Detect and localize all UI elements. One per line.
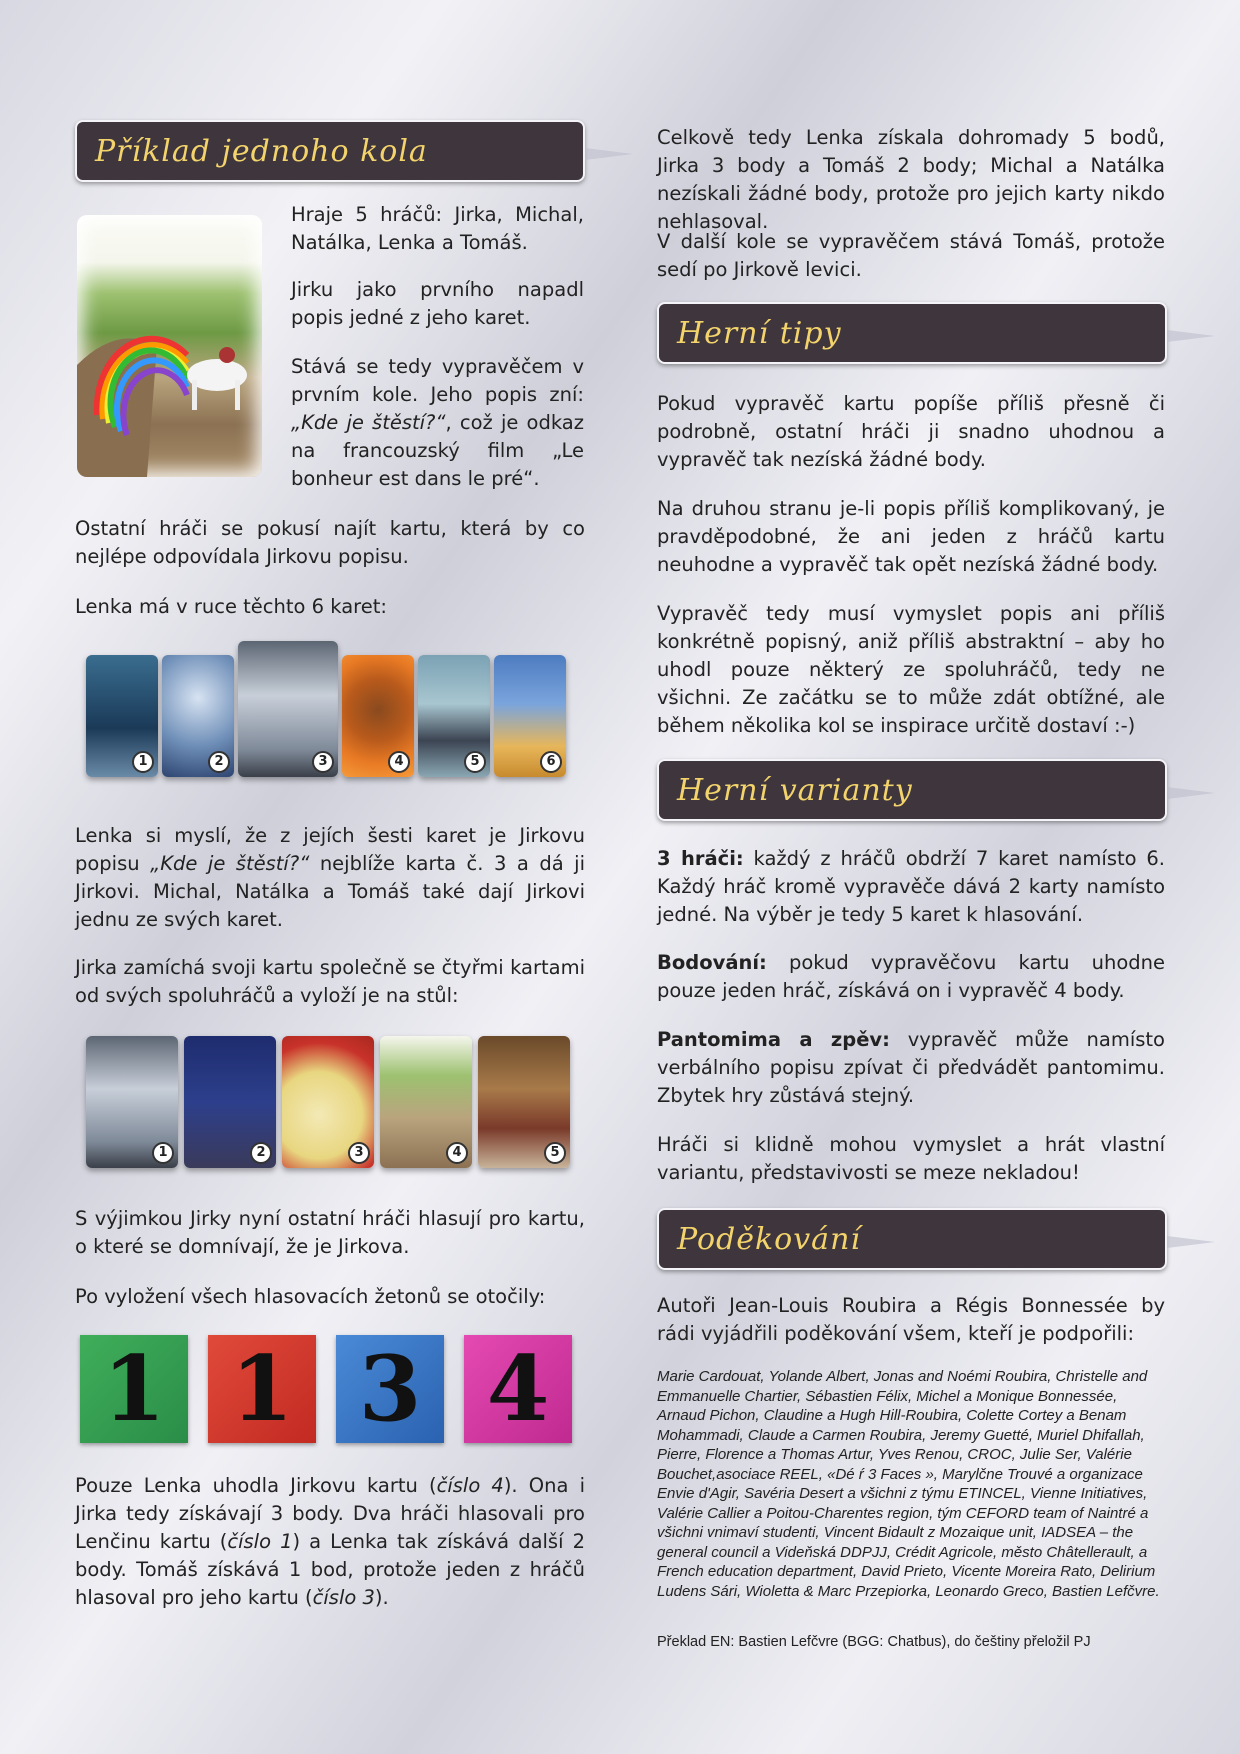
credits-list: Marie Cardouat, Yolande Albert, Jonas and Noémi Roubira, Christelle and Emmanuelle Chartier, Sébastien Félix, Michel a Monique Bonnessée, Arnaud Pichon, Claudine a Hugh Hill-Roubira, Colette Cortey a Benam Mohammadi, Claude a Carmen Roubira, Jeremy Guetté, Muriel Dhifallah, Pierre, Florence a Thomas Artur, Yves Renou, CROC, Julie Ser, Valérie Bouchet,asociace REEL, «Dé ŕ 3 Faces », Marylčne Trouvé a organizace Envie d'Agir, Savéria Desert a všichni z týmu ETINCEL, Vienne Initiatives, Valérie Callier a Poitou-Charentes region, tým CEFORD team of Naintré a všichni vnimaví studenti, Vincent Bidault z Mozaique unit, IADSEA – the general council a Videňská DDPJJ, Crédit Agricole, město Châtellerault, a French education department, David Prieto, Vicente Moreira Rato, Delirium Ludens Sári, Wioletta & Marc Przepiorka, Leonardo Greco, Bastien Lefčvre. [657,1368,1160,1600]
intro-narrator: Stává se tedy vypravěčem v prvním kole. Jeho popis zní: „Kde je štěstí?“, což je odkaz na francouzský film „Le bonheur est dans le pré“. [291,355,584,490]
card-number: 6 [540,751,562,773]
lenka-hand-cards [86,655,566,777]
thanks-intro: Autoři Jean-Louis Roubira a Régis Bonnessée by rádi vyjádřili poděkování všem, kteří je podpořili: [657,1294,1165,1345]
variant-scoring: Bodování: pokud vypravěčovu kartu uhodne pouze jeden hráč, získává on i vypravěč 4 body. [657,951,1165,1002]
heading-game-variants: Herní varianty [657,759,1167,821]
hand-card [238,641,338,777]
tip-balance: Vypravěč tedy musí vymyslet popis ani příliš konkrétně popisný, aniž příliš abstraktní – aby ho uhodl pouze některý ze spoluhráčů, tedy ne všichni. Ze začátku se to může zdát obtížné, ale během několika kol se inspirace určitě dostaví :-) [657,602,1165,737]
hand-card [494,655,566,777]
tip-too-complex: Na druhou stranu je-li popis příliš komplikovaný, je pravděpodobné, že ani jeden z hráčů kartu neuhodne a vypravěč tak opět nezíská žádné body. [657,497,1165,576]
voting-tokens [80,1335,572,1443]
card-number: 4 [388,751,410,773]
tip-too-precise: Pokud vypravěč kartu popíše příliš přesně či podrobně, ostatní hráči ji snadno uhodnou a vypravěč tak nezíská žádné body. [657,392,1165,471]
card-number: 3 [312,751,334,773]
card-number: 3 [348,1142,370,1164]
card-number: 4 [446,1142,468,1164]
variant-three-players: 3 hráči: každý z hráčů obdrží 7 karet namísto 6. Každý hráč kromě vypravěče dává 2 karty namísto jedné. Na výběr je tedy 5 karet k hlasování. [657,847,1165,926]
table-card [184,1036,276,1168]
lenka-thinks: Lenka si myslí, že z jejích šesti karet je Jirkovu popisu „Kde je štěstí?“ nejblíže karta č. 3 a dá ji Jirkovi. Michal, Natálka a Tomáš také dají Jirkovi jednu ze svých karet. [75,824,586,931]
hand-card [86,655,158,777]
variant-own: Hráči si klidně mohou vymyslet a hrát vlastní variantu, představivosti se meze nekladou! [657,1133,1165,1184]
total-points: Celkově tedy Lenka získala dohromady 5 bodů, Jirka 3 body a Tomáš 2 body; Michal a Natálka nezískali žádné body, protože pro jejich karty nikdo nehlasoval. [657,126,1165,233]
hand-card [162,655,234,777]
rainbow-horse-card-illustration [77,215,262,477]
voting-token: 3 [336,1335,444,1443]
table-cards [86,1036,570,1168]
card-number: 1 [152,1142,174,1164]
tokens-revealed: Po vyložení všech hlasovacích žetonů se otočily: [75,1285,546,1308]
voting-token: 4 [464,1335,572,1443]
card-number: 5 [544,1142,566,1164]
table-card [282,1036,374,1168]
variant-pantomime: Pantomima a zpěv: vypravěč může namísto verbálního popisu zpívat či předvádět pantomimu. Zbytek hry zůstává stejný. [657,1028,1165,1107]
intro-first-idea: Jirku jako prvního napadl popis jedné z jeho karet. [291,278,584,329]
next-round: V další kole se vypravěčem stává Tomáš, protože sedí po Jirkově levici. [657,230,1165,281]
players-vote: S výjimkou Jirky nyní ostatní hráči hlasují pro kartu, o které se domnívají, že je Jirkova. [75,1207,585,1258]
heading-example-round: Příklad jednoho kola [75,120,585,182]
heading-thanks: Poděkování [657,1208,1167,1270]
card-number: 2 [250,1142,272,1164]
shuffle-cards: Jirka zamíchá svoji kartu společně se čtyřmi kartami od svých spoluhráčů a vyloží je na stůl: [75,956,585,1007]
translation-credit: Překlad EN: Bastien Lefčvre (BGG: Chatbus), do češtiny přeložil PJ [657,1634,1091,1650]
card-number: 5 [464,751,486,773]
intro-players: Hraje 5 hráčů: Jirka, Michal, Natálka, Lenka a Tomáš. [291,203,584,254]
hand-card [342,655,414,777]
table-card [478,1036,570,1168]
table-card [86,1036,178,1168]
card-number: 1 [132,751,154,773]
heading-game-tips: Herní tipy [657,302,1167,364]
voting-token: 1 [208,1335,316,1443]
hand-card [418,655,490,777]
round-result: Pouze Lenka uhodla Jirkovu kartu (číslo 4). Ona i Jirka tedy získávají 3 body. Dva hráči hlasovali pro Lenčinu kartu (číslo 1) a Lenka tak získává další 2 body. Tomáš získává 1 bod, protože jeden z hráčů hlasoval pro jeho kartu (číslo 3). [75,1474,585,1609]
others-find-card: Ostatní hráči se pokusí najít kartu, která by co nejlépe odpovídala Jirkovu popisu. [75,517,585,568]
voting-token: 1 [80,1335,188,1443]
lenka-hand-label: Lenka má v ruce těchto 6 karet: [75,595,387,618]
table-card [380,1036,472,1168]
card-number: 2 [208,751,230,773]
